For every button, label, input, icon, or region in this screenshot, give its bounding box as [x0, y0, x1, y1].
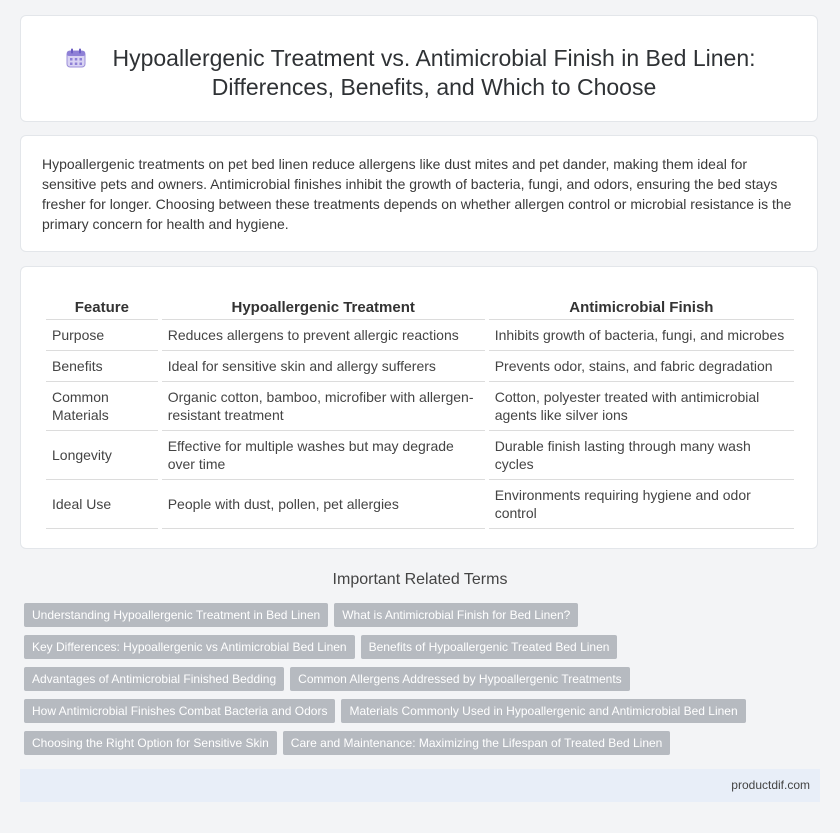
header-hypoallergenic: Hypoallergenic Treatment	[162, 297, 485, 320]
related-term-link[interactable]: Understanding Hypoallergenic Treatment in Bed Linen	[24, 603, 328, 627]
antimicrobial-cell: Durable finish lasting through many wash cycles	[489, 431, 794, 480]
related-term-link[interactable]: Choosing the Right Option for Sensitive Skin	[24, 731, 277, 755]
related-term-link[interactable]: Materials Commonly Used in Hypoallergenic and Antimicrobial Bed Linen	[341, 699, 745, 723]
related-term-link[interactable]: Care and Maintenance: Maximizing the Lifespan of Treated Bed Linen	[283, 731, 671, 755]
table-row	[46, 351, 794, 382]
header-antimicrobial: Antimicrobial Finish	[489, 297, 794, 320]
feature-cell: Common Materials	[46, 382, 158, 431]
comparison-card	[20, 266, 818, 549]
antimicrobial-cell: Environments requiring hygiene and odor control	[489, 480, 794, 529]
related-term-link[interactable]: Key Differences: Hypoallergenic vs Antimicrobial Bed Linen	[24, 635, 355, 659]
hypoallergenic-cell: Reduces allergens to prevent allergic reactions	[162, 320, 485, 351]
related-terms-list	[24, 603, 814, 763]
header-feature: Feature	[46, 297, 158, 320]
related-term-link[interactable]: What is Antimicrobial Finish for Bed Linen?	[334, 603, 578, 627]
intro-card	[20, 135, 818, 252]
table-row	[46, 320, 794, 351]
hypoallergenic-cell: Effective for multiple washes but may degrade over time	[162, 431, 485, 480]
related-term-link[interactable]: Benefits of Hypoallergenic Treated Bed Linen	[361, 635, 618, 659]
feature-cell: Benefits	[46, 351, 158, 382]
feature-cell: Purpose	[46, 320, 158, 351]
table-row	[46, 431, 794, 480]
title-card	[20, 15, 818, 122]
related-term-link[interactable]: Common Allergens Addressed by Hypoallergenic Treatments	[290, 667, 630, 691]
related-term-link[interactable]: Advantages of Antimicrobial Finished Bedding	[24, 667, 284, 691]
antimicrobial-cell: Cotton, polyester treated with antimicrobial agents like silver ions	[489, 382, 794, 431]
antimicrobial-cell: Prevents odor, stains, and fabric degradation	[489, 351, 794, 382]
table-row	[46, 382, 794, 431]
feature-cell: Longevity	[46, 431, 158, 480]
comparison-table	[42, 297, 798, 529]
table-row	[46, 480, 794, 529]
feature-cell: Ideal Use	[46, 480, 158, 529]
hypoallergenic-cell: Organic cotton, bamboo, microfiber with allergen-resistant treatment	[162, 382, 485, 431]
site-name[interactable]: productdif.com	[731, 778, 810, 792]
footer	[20, 769, 820, 802]
hypoallergenic-cell: Ideal for sensitive skin and allergy sufferers	[162, 351, 485, 382]
antimicrobial-cell: Inhibits growth of bacteria, fungi, and microbes	[489, 320, 794, 351]
related-terms-title: Important Related Terms	[332, 571, 508, 588]
hypoallergenic-cell: People with dust, pollen, pet allergies	[162, 480, 485, 529]
page-title: Hypoallergenic Treatment vs. Antimicrobial Finish in Bed Linen: Differences, Benefits, and Which to Choose	[112, 45, 756, 100]
table-header-row	[46, 297, 794, 320]
intro-paragraph: Hypoallergenic treatments on pet bed linen reduce allergens like dust mites and pet dander, making them ideal for sensitive pets and owners. Antimicrobial finishes inhibit the growth of bacteria, fungi, and odors, ensuring the bed stays fresher for longer. Choosing between these treatments depends on whether allergen control or microbial resistance is the primary concern for health and hygiene.	[42, 156, 792, 232]
related-term-link[interactable]: How Antimicrobial Finishes Combat Bacteria and Odors	[24, 699, 335, 723]
